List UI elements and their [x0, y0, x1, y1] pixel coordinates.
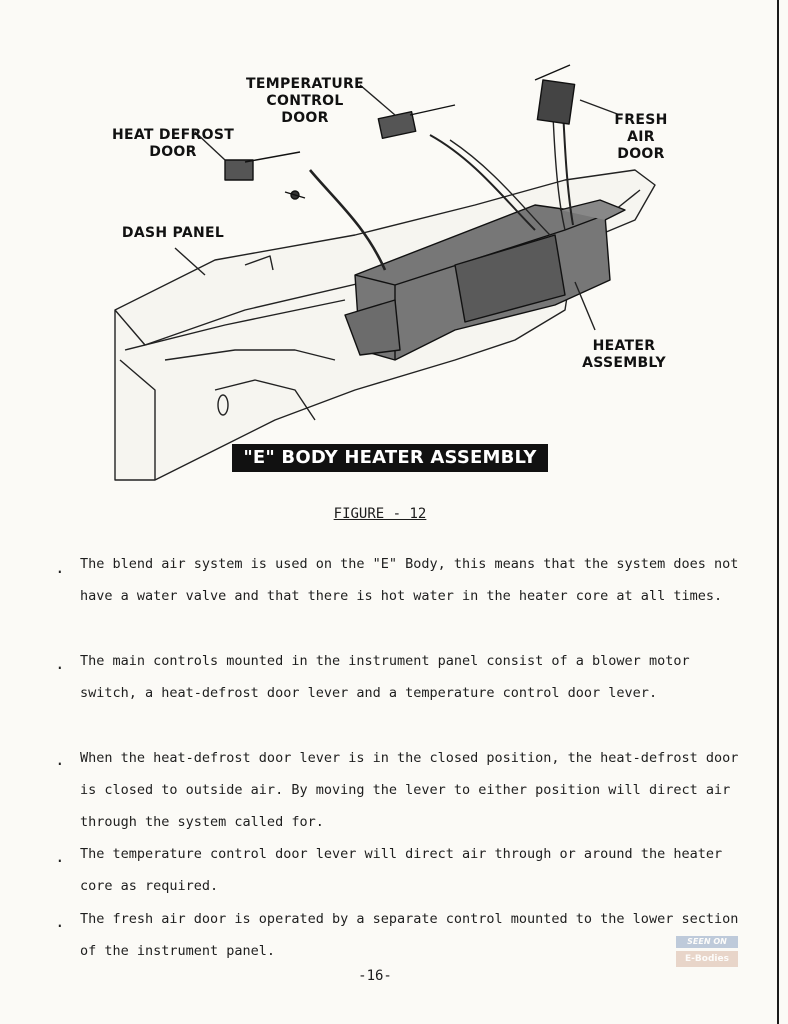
figure-label: FIGURE - 12	[333, 506, 427, 522]
bullet-marker: .	[55, 847, 65, 866]
bullet-marker: .	[55, 912, 65, 931]
paragraph-main-controls: The main controls mounted in the instrument panel consist of a blower motor switch, a heat-defrost door lever and a temperature control door lever.	[80, 653, 690, 701]
bullet-marker: .	[55, 654, 65, 673]
seen-on-e-bodies-watermark	[676, 936, 738, 976]
leader-line	[175, 248, 205, 275]
bullet-marker: .	[55, 558, 65, 577]
fresh-air-door-part	[535, 65, 575, 124]
callout-fresh-air-door: FRESH AIR DOOR	[614, 112, 668, 162]
callout-heater-assembly: HEATER ASSEMBLY	[582, 338, 666, 371]
watermark-line2: E-Bodies	[676, 951, 738, 967]
paragraph-blend-air: The blend air system is used on the "E" Body, this means that the system does not have a water valve and that there is hot water in the heater core at all times.	[80, 556, 739, 604]
callout-dash-panel: DASH PANEL	[121, 225, 225, 241]
page-edge-line	[777, 0, 779, 1024]
paragraph-temperature-lever: The temperature control door lever will direct air through or around the heater core as required.	[80, 846, 723, 894]
watermark-line1: SEEN ON	[676, 936, 738, 948]
paragraph-fresh-air-door: The fresh air door is operated by a separate control mounted to the lower section of the instrument panel.	[80, 911, 739, 959]
paragraph-heat-defrost-lever: When the heat-defrost door lever is in the closed position, the heat-defrost door is closed to outside air. By moving the lever to either position will direct air through the system called for.	[80, 750, 739, 830]
callout-heat-defrost-door: HEAT DEFROST DOOR	[111, 127, 235, 160]
figure-banner: "E" BODY HEATER ASSEMBLY	[232, 444, 548, 472]
bullet-marker: .	[55, 750, 65, 769]
page-number: -16-	[358, 968, 392, 984]
callout-temperature-control-door: TEMPERATURE CONTROL DOOR	[246, 76, 364, 126]
